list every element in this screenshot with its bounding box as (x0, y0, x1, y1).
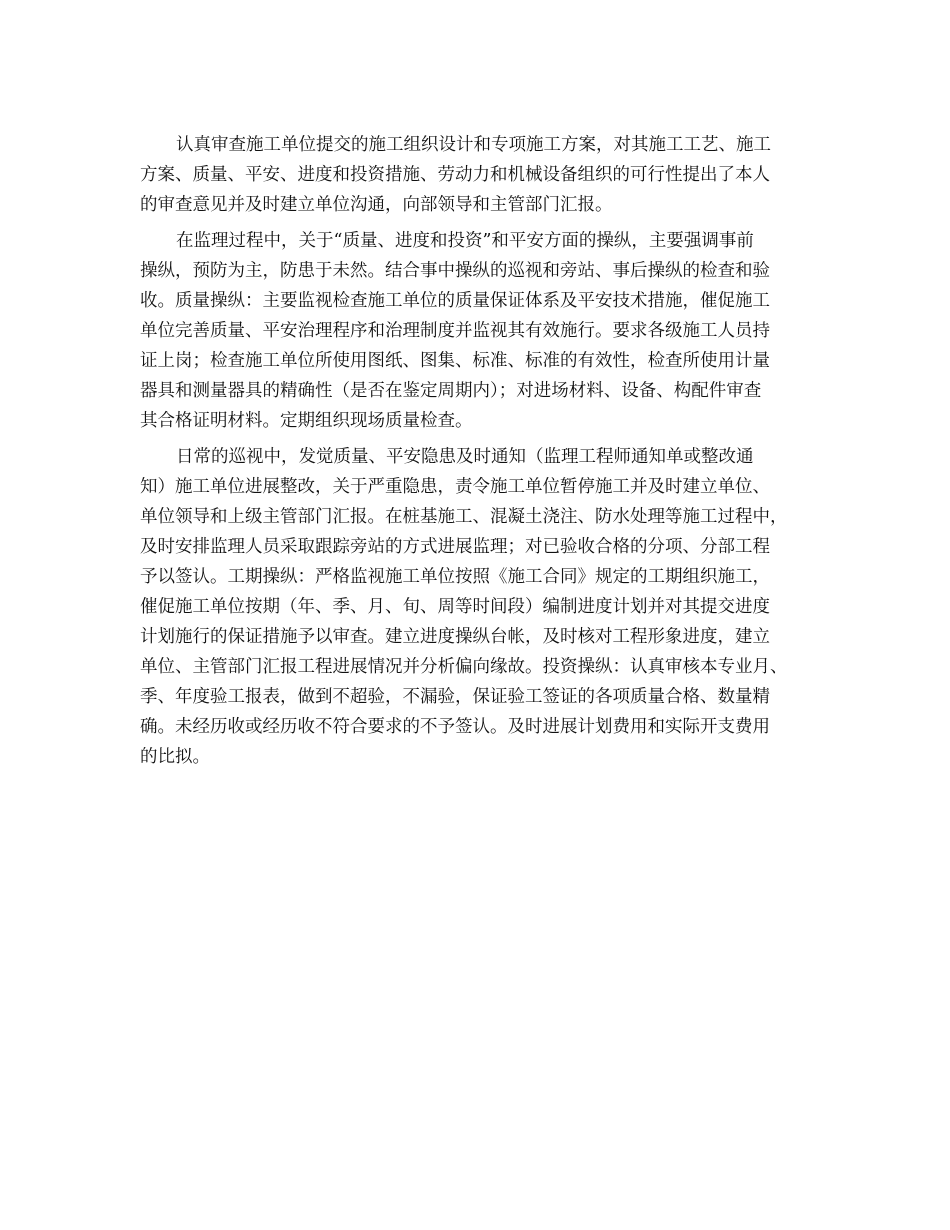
text-line: 予以签认。工期操纵：严格监视施工单位按照《施工合同》规定的工期组织施工， (140, 567, 770, 587)
paragraph-supervision (140, 226, 820, 436)
text-line: 及时安排监理人员采取跟踪旁站的方式进展监理；对已验收合格的分项、分部工程 (140, 537, 770, 557)
text-line: 知）施工单位进展整改，关于严重隐患，责令施工单位暂停施工并及时建立单位、 (140, 477, 770, 497)
text-line: 操纵，预防为主，防患于未然。结合事中操纵的巡视和旁站、事后操纵的检查和验 (140, 261, 770, 281)
paragraph-inspection (140, 442, 820, 772)
text-line: 器具和测量器具的精确性（是否在鉴定周期内）；对进场材料、设备、构配件审查 (140, 381, 762, 401)
text-line: 季、年度验工报表，做到不超验，不漏验，保证验工签证的各项质量合格、数量精 (140, 687, 770, 707)
text-line: 的比拟。 (140, 747, 210, 767)
text-line: 收。质量操纵：主要监视检查施工单位的质量保证体系及平安技术措施，催促施工 (140, 291, 770, 311)
text-line: 在监理过程中，关于“质量、进度和投资”和平安方面的操纵，主要强调事前 (176, 231, 754, 251)
text-line: 催促施工单位按期（年、季、月、旬、周等时间段）编制进度计划并对其提交进度 (140, 597, 770, 617)
text-line: 单位完善质量、平安治理程序和治理制度并监视其有效施行。要求各级施工人员持 (140, 321, 770, 341)
paragraph-review (140, 130, 820, 220)
document-body (140, 130, 820, 772)
text-line: 日常的巡视中，发觉质量、平安隐患及时通知（监理工程师通知单或整改通 (176, 447, 754, 467)
text-line: 证上岗；检查施工单位所使用图纸、图集、标准、标准的有效性，检查所使用计量 (140, 351, 770, 371)
text-line: 其合格证明材料。定期组织现场质量检查。 (140, 411, 473, 431)
text-line: 方案、质量、平安、进度和投资措施、劳动力和机械设备组织的可行性提出了本人 (140, 165, 770, 185)
text-line: 认真审查施工单位提交的施工组织设计和专项施工方案，对其施工工艺、施工 (176, 135, 771, 155)
text-line: 确。未经历收或经历收不符合要求的不予签认。及时进展计划费用和实际开支费用 (140, 717, 770, 737)
text-line: 单位、主管部门汇报工程进展情况并分析偏向缘故。投资操纵：认真审核本专业月、 (140, 657, 788, 677)
text-line: 的审查意见并及时建立单位沟通，向部领导和主管部门汇报。 (140, 195, 613, 215)
text-line: 单位领导和上级主管部门汇报。在桩基施工、混凝土浇注、防水处理等施工过程中， (140, 507, 788, 527)
text-line: 计划施行的保证措施予以审查。建立进度操纵台帐，及时核对工程形象进度，建立 (140, 627, 770, 647)
